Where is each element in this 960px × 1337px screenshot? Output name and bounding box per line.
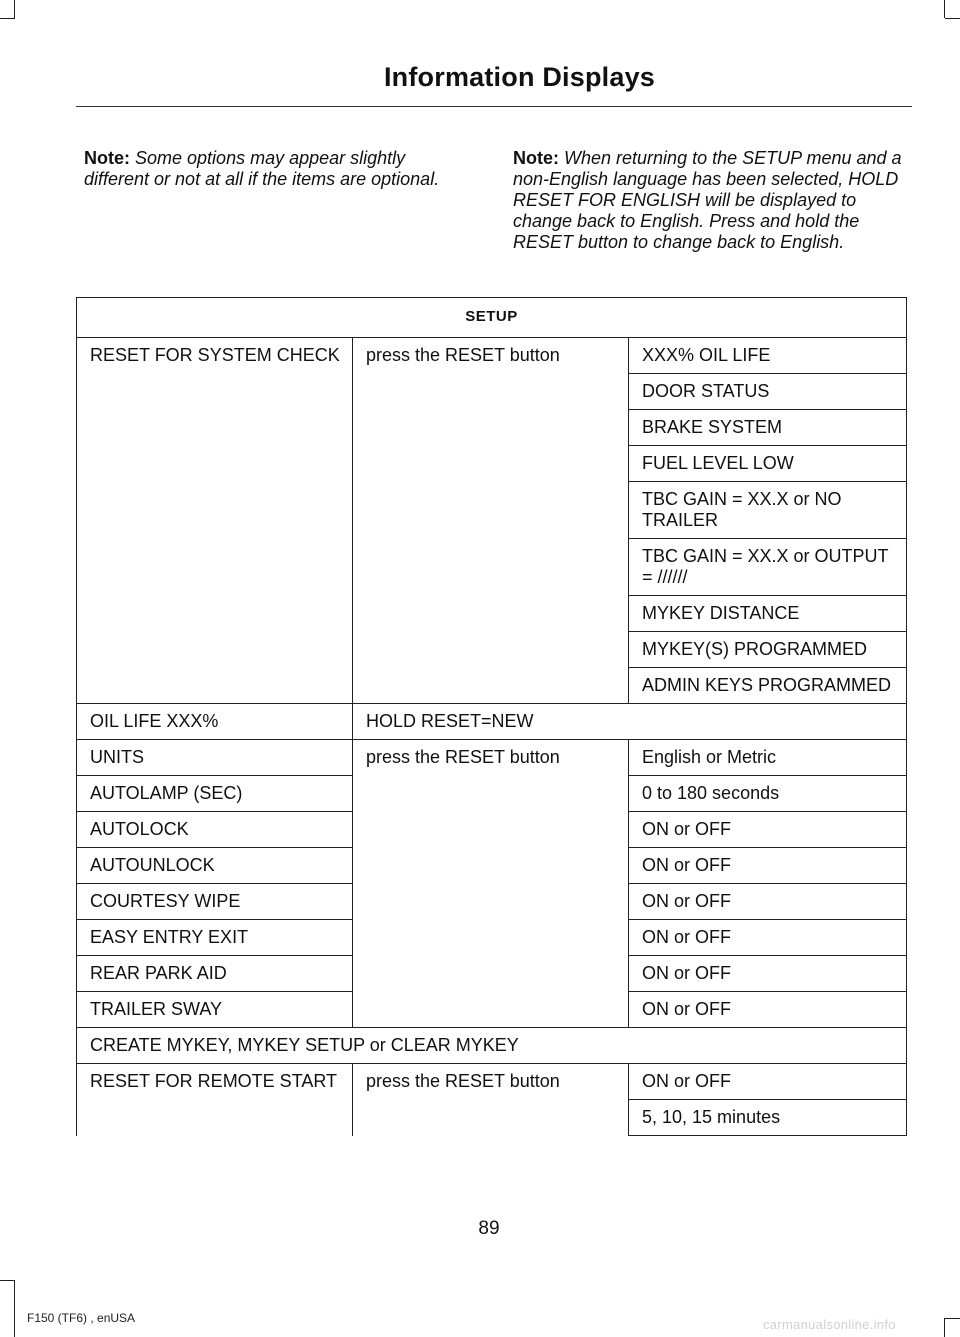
crop-mark — [14, 1280, 15, 1337]
menu-label: AUTOUNLOCK — [77, 848, 353, 884]
menu-option: ON or OFF — [629, 956, 907, 992]
menu-label: EASY ENTRY EXIT — [77, 920, 353, 956]
menu-option: MYKEY DISTANCE — [629, 596, 907, 632]
menu-option: TBC GAIN = XX.X or NO TRAILER — [629, 482, 907, 539]
menu-option: BRAKE SYSTEM — [629, 410, 907, 446]
menu-label: UNITS — [77, 740, 353, 776]
menu-action: press the RESET button — [353, 740, 629, 1028]
table-row — [77, 740, 907, 776]
menu-label: CREATE MYKEY, MYKEY SETUP or CLEAR MYKEY — [77, 1028, 907, 1064]
crop-mark — [945, 18, 960, 19]
header-divider — [76, 106, 912, 107]
setup-table — [76, 297, 907, 1136]
watermark: carmanualsonline.info — [763, 1317, 896, 1332]
table-row — [77, 338, 907, 374]
menu-option: ON or OFF — [629, 992, 907, 1028]
menu-option: 5, 10, 15 minutes — [629, 1100, 907, 1136]
menu-option: ON or OFF — [629, 848, 907, 884]
menu-label: RESET FOR SYSTEM CHECK — [77, 338, 353, 704]
page-number: 89 — [478, 1218, 500, 1239]
menu-option: XXX% OIL LIFE — [629, 338, 907, 374]
note-label: Note: — [513, 148, 559, 168]
menu-label: COURTESY WIPE — [77, 884, 353, 920]
section-title: Information Displays — [383, 62, 655, 92]
menu-option: MYKEY(S) PROGRAMMED — [629, 632, 907, 668]
menu-option: ON or OFF — [629, 1064, 907, 1100]
table-row — [77, 704, 907, 740]
menu-action: press the RESET button — [353, 338, 629, 704]
menu-option: DOOR STATUS — [629, 374, 907, 410]
note-label: Note: — [84, 148, 130, 168]
note-right — [513, 148, 909, 253]
crop-mark — [14, 0, 15, 18]
menu-option: 0 to 180 seconds — [629, 776, 907, 812]
table-row — [77, 1028, 907, 1064]
crop-mark — [944, 1318, 945, 1337]
crop-mark — [944, 0, 945, 18]
menu-label: TRAILER SWAY — [77, 992, 353, 1028]
table-row — [77, 1064, 907, 1100]
menu-label: REAR PARK AID — [77, 956, 353, 992]
menu-option: ON or OFF — [629, 920, 907, 956]
menu-label: OIL LIFE XXX% — [77, 704, 353, 740]
menu-label: AUTOLAMP (SEC) — [77, 776, 353, 812]
note-left — [84, 148, 464, 190]
menu-option: ADMIN KEYS PROGRAMMED — [629, 668, 907, 704]
menu-option: English or Metric — [629, 740, 907, 776]
menu-label: RESET FOR REMOTE START — [77, 1064, 353, 1136]
crop-mark — [0, 1280, 15, 1281]
menu-action: press the RESET button — [353, 1064, 629, 1136]
note-text: When returning to the SETUP menu and a non-English language has been selected, HOLD RESET FOR ENGLISH will be displayed to change back to English. Press and hold the RESET button to change back to English. — [513, 148, 902, 252]
menu-option: TBC GAIN = XX.X or OUTPUT = ////// — [629, 539, 907, 596]
crop-mark — [945, 1318, 960, 1319]
menu-option: ON or OFF — [629, 884, 907, 920]
document-id: F150 (TF6) , enUSA — [27, 1311, 136, 1325]
note-text: Some options may appear slightly different or not at all if the items are optional. — [84, 148, 440, 189]
menu-option: ON or OFF — [629, 812, 907, 848]
menu-option: FUEL LEVEL LOW — [629, 446, 907, 482]
menu-value: HOLD RESET=NEW — [353, 704, 907, 740]
crop-mark — [0, 18, 15, 19]
menu-label: AUTOLOCK — [77, 812, 353, 848]
table-title: SETUP — [77, 298, 907, 338]
